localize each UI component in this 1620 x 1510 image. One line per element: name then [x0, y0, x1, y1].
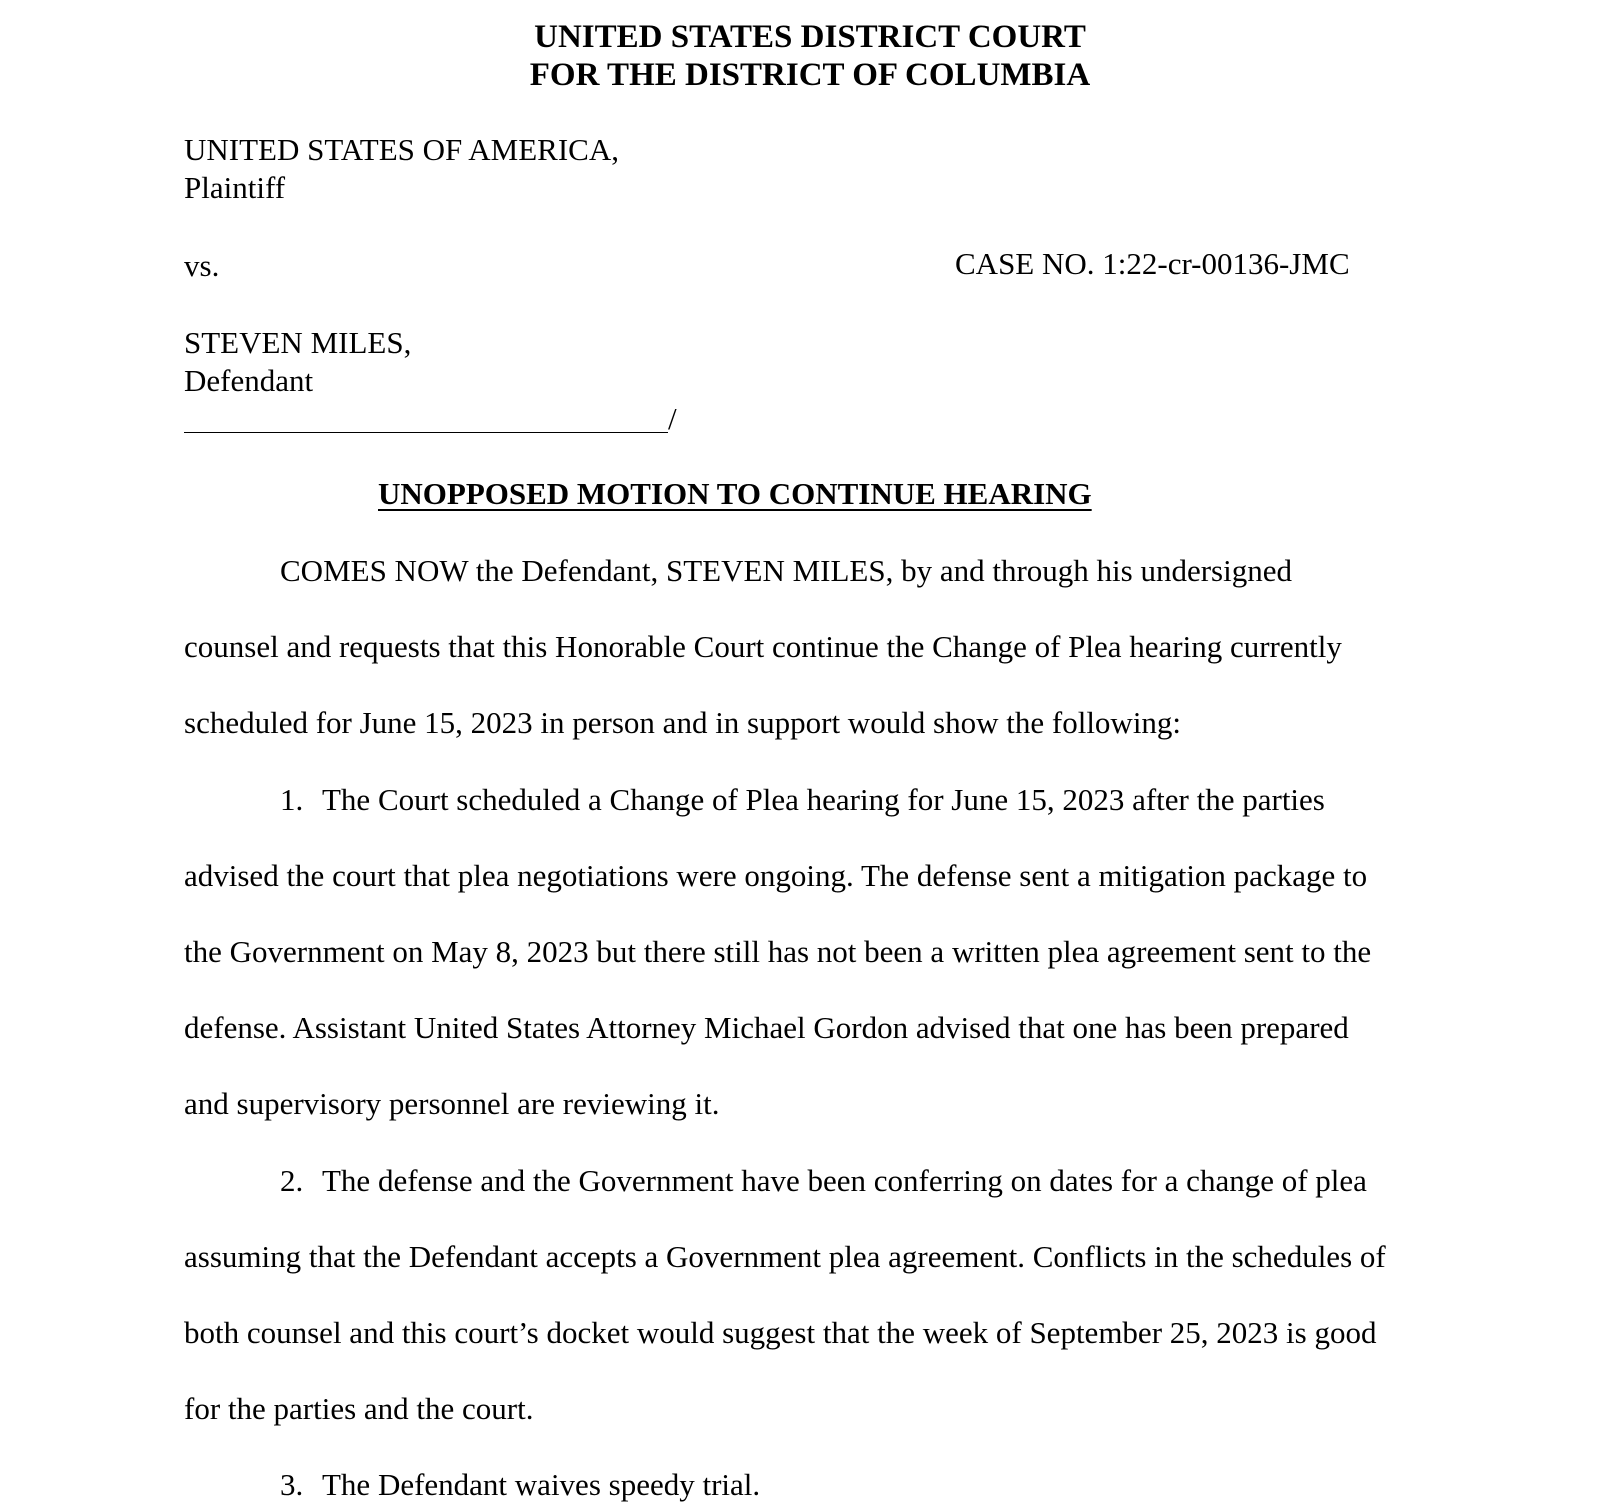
paragraph-line: The Court scheduled a Change of Plea hearing for June 15, 2023 after the parties — [322, 782, 1325, 817]
defendant-role: Defendant — [184, 363, 314, 398]
paragraph-number: 1. — [280, 782, 304, 817]
caption-slash: / — [668, 401, 677, 436]
paragraph-line: and supervisory personnel are reviewing it. — [184, 1086, 720, 1121]
defendant-name: STEVEN MILES, — [184, 325, 412, 360]
paragraph-number: 2. — [280, 1163, 304, 1198]
versus-label: vs. — [184, 248, 220, 283]
paragraph-line: The defense and the Government have been conferring on dates for a change of plea — [322, 1163, 1367, 1198]
court-name: UNITED STATES DISTRICT COURT — [534, 19, 1086, 55]
intro-line: scheduled for June 15, 2023 in person and in support would show the following: — [184, 705, 1182, 740]
caption-rule — [184, 432, 668, 433]
plaintiff-role: Plaintiff — [184, 170, 286, 205]
case-number: CASE NO. 1:22-cr-00136-JMC — [955, 246, 1350, 281]
motion-title: UNOPPOSED MOTION TO CONTINUE HEARING — [378, 476, 1092, 511]
plaintiff-name: UNITED STATES OF AMERICA, — [184, 132, 619, 167]
intro-line: counsel and requests that this Honorable Court continue the Change of Plea hearing currently — [184, 629, 1342, 664]
paragraph-line: assuming that the Defendant accepts a Government plea agreement. Conflicts in the schedules of — [184, 1239, 1386, 1274]
court-district: FOR THE DISTRICT OF COLUMBIA — [529, 57, 1091, 93]
paragraph-number: 3. — [280, 1467, 304, 1502]
intro-line: COMES NOW the Defendant, STEVEN MILES, by and through his undersigned — [280, 553, 1292, 588]
paragraph-line: both counsel and this court’s docket would suggest that the week of September 25, 2023 is good — [184, 1315, 1377, 1350]
paragraph-line: The Defendant waives speedy trial. — [322, 1467, 761, 1502]
paragraph-line: defense. Assistant United States Attorney Michael Gordon advised that one has been prepared — [184, 1010, 1349, 1045]
paragraph-line: the Government on May 8, 2023 but there still has not been a written plea agreement sent to the — [184, 934, 1372, 969]
paragraph-line: advised the court that plea negotiations were ongoing. The defense sent a mitigation package to — [184, 858, 1368, 893]
paragraph-line: for the parties and the court. — [184, 1391, 534, 1426]
